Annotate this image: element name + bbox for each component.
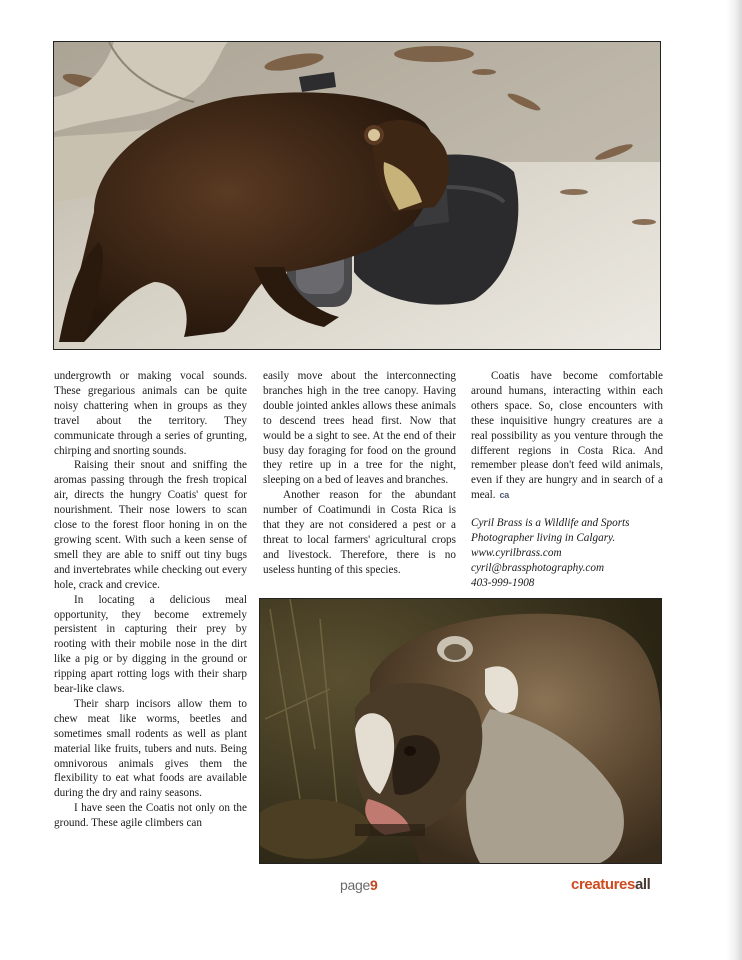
- top-photo-coati-backpack: [53, 41, 661, 350]
- end-mark-logo: ca: [499, 490, 509, 501]
- bio-line: Photographer living in Calgary.: [471, 532, 616, 545]
- bio-phone: 403-999-1908: [471, 577, 535, 590]
- page-number: [340, 877, 377, 893]
- bottom-photo-coati-closeup: [259, 598, 662, 864]
- article-column-3: [471, 369, 663, 591]
- bio-website: www.cyrilbrass.com: [471, 547, 562, 560]
- brand-part-2: all: [634, 876, 651, 893]
- paragraph: In locating a delicious meal opportunity, they become extremely persistent in capturing their prey by rooting with their mobile nose in the dirt like a pig or by digging in the ground or ripping apart rotting logs with their sharp bear-like claws.: [54, 593, 247, 696]
- page-edge-shadow: [726, 0, 742, 960]
- paragraph: I have seen the Coatis not only on the ground. These agile climbers can: [54, 802, 247, 830]
- article-column-2: [263, 369, 456, 578]
- page-label: page: [340, 877, 370, 893]
- article-column-1: [54, 369, 247, 831]
- magazine-brand: [571, 876, 650, 893]
- brand-part-1: creatures: [571, 876, 635, 893]
- paragraph: Raising their snout and sniffing the aromas passing through the fresh tropical air, directs the hungry Coatis' quest for nourishment. Their nose lowers to scan close to the forest floor honing in on the growing scent. With such a keen sense of smell they are able to sniff out tiny bugs and invertebrates while checking out every hole, crack and crevice.: [54, 459, 247, 591]
- page-number-value: 9: [369, 877, 378, 893]
- bio-line: Cyril Brass is a Wildlife and Sports: [471, 517, 630, 530]
- closing-paragraph: [471, 369, 663, 503]
- paragraph: Another reason for the abundant number of Coatimundi in Costa Rica is that they are not considered a pest or a threat to local farmers' agricultural crops and livestock. Therefore, there is no useless hunting of this species.: [263, 489, 456, 576]
- paragraph-text: Coatis have become comfortable around humans, interacting within each others space. So, close encounters with these inquisitive hungry creatures are a real possibility as you venture through the different regions in Costa Rica. And remember please don't feed wild animals, even if they are hungry and in search of a meal.: [471, 370, 663, 502]
- paragraph: easily move about the interconnecting branches high in the tree canopy. Having double jointed ankles allows these animals to descend trees head first. Now that would be a sight to see. At the end of their busy day foraging for food on the ground they retire up in a tree for the night, sleeping on a bed of leaves and branches.: [263, 370, 456, 487]
- bio-email: cyril@brassphotography.com: [471, 562, 605, 575]
- author-bio: [471, 516, 663, 591]
- coati-closeup-image: [260, 599, 661, 863]
- paragraph: Their sharp incisors allow them to chew meat like worms, beetles and sometimes small rodents as well as plant material like fruits, tubers and nuts. Being omnivorous animals gives them the flexibility to eat what foods are available during the dry and rainy seasons.: [54, 697, 247, 800]
- coati-backpack-image: [54, 42, 660, 349]
- paragraph: undergrowth or making vocal sounds. These gregarious animals can be quite noisy chattering when in groups as they travel about the territory. They communicate through a series of grunting, chirping and snorting sounds.: [54, 370, 247, 457]
